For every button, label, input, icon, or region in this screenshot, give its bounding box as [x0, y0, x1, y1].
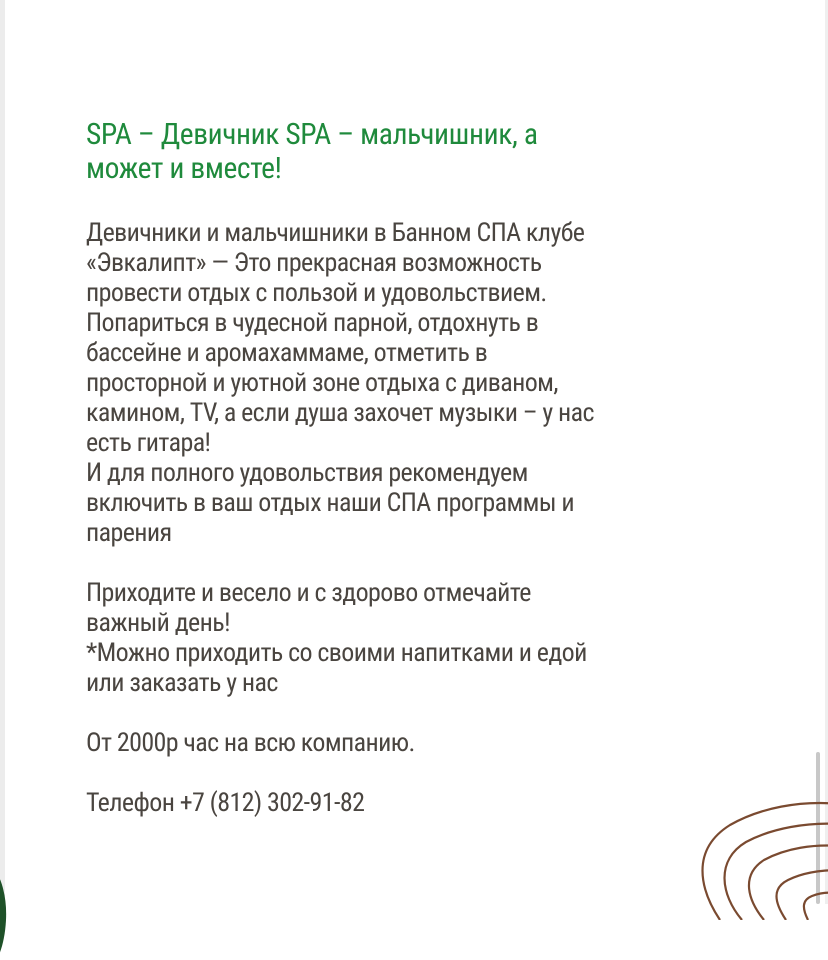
contour-lines-icon	[690, 790, 828, 920]
title-line-2: может и вместе!	[86, 152, 282, 186]
text-line: или заказать у нас	[86, 668, 278, 698]
text-line: Попариться в чудесной парной, отдохнуть в	[86, 308, 539, 338]
text-line: провести отдых с пользой и удовольствием.	[86, 278, 547, 308]
text-line: *Можно приходить со своими напитками и едой	[86, 638, 587, 668]
text-line: Приходите и весело и с здорово отмечайте	[86, 578, 531, 608]
text-line: просторной и уютной зоне отдыха с диваном,	[86, 368, 558, 398]
text-line: парения	[86, 518, 172, 548]
paragraph-invite	[86, 578, 766, 698]
article-title	[86, 118, 766, 186]
green-leaf-icon	[0, 840, 44, 960]
left-edge-shadow	[0, 0, 5, 904]
title-line-1: SPA – Девичник SPA – мальчишник, а	[86, 118, 538, 152]
article-content	[86, 118, 766, 818]
text-line: есть гитара!	[86, 428, 211, 458]
paragraph-spacer	[86, 758, 766, 788]
text-line: камином, TV, а если душа захочет музыки – у нас	[86, 398, 594, 428]
text-line: включить в ваш отдых наши СПА программы и	[86, 488, 574, 518]
text-line: Девичники и мальчишники в Банном СПА клубе	[86, 218, 585, 248]
paragraph-intro	[86, 218, 766, 548]
paragraph-spacer	[86, 548, 766, 578]
text-line: И для полного удовольствия рекомендуем	[86, 458, 528, 488]
text-line: бассейне и аромахаммаме, отметить в	[86, 338, 488, 368]
phone-text: Телефон +7 (812) 302-91-82	[86, 788, 365, 818]
article-body	[86, 218, 766, 818]
price-text: От 2000р час на всю компанию.	[86, 728, 415, 758]
text-line: «Эвкалипт» — Это прекрасная возможность	[86, 248, 542, 278]
text-line: важный день!	[86, 608, 230, 638]
paragraph-spacer	[86, 698, 766, 728]
